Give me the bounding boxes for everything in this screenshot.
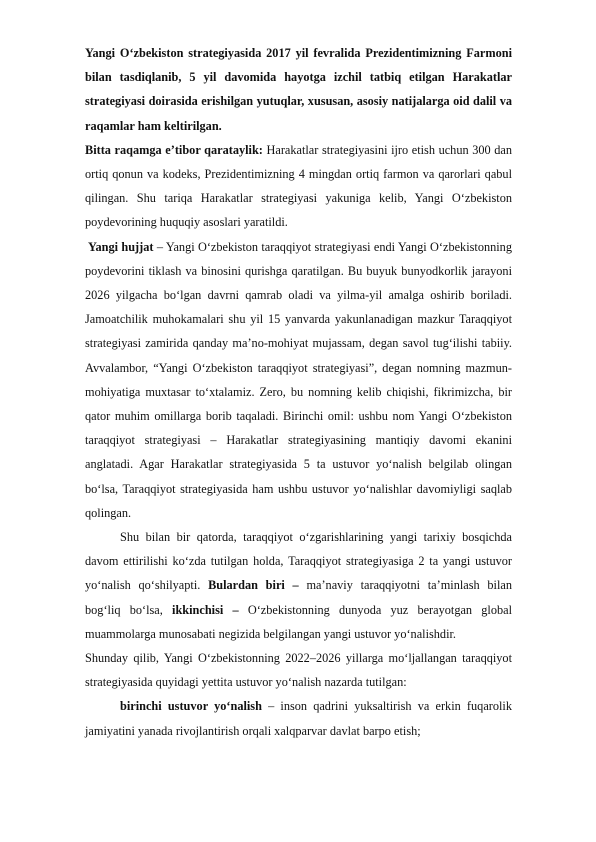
figures-paragraph bbox=[85, 138, 512, 235]
first-priority-paragraph bbox=[85, 694, 512, 742]
figures-lead: Bitta raqamga e’tibor qarataylik: bbox=[85, 142, 263, 157]
new-document-paragraph bbox=[85, 235, 512, 525]
summary-text: Shunday qilib, Yangi O‘zbekistonning 2022–2026 yillarga mo‘ljallangan taraqqiyot strategiyasida quyidagi yettita ustuvor yo‘nalish nazarda tutilgan: bbox=[85, 651, 512, 690]
intro-paragraph bbox=[85, 41, 512, 138]
new-document-body: – Yangi O‘zbekiston taraqqiyot strategiyasi endi Yangi O‘zbekistonning poydevorini tiklash va binosini qurishga qaratilgan. Bu buyuk bunyodkorlik jarayoni 2026 yilgacha bo‘lgan davrni qamrab oladi va yilma-yil amalga oshirib boriladi. Jamoatchilik muhokamalari shu yil 15 yanvarda yakunlanadigan mazkur Taraqqiyot strategiyasi zamirida qanday ma’no-mohiyat mujassam, degan savol tug‘ilishi tabiiy. Avvalambor, “Yangi O‘zbekiston taraqqiyot strategiyasi”, degan nomning mazmun-mohiyatiga muxtasar to‘xtalamiz. Zero, bu nomning kelib chiqishi, fikrimizcha, bir qator muhim omillarga borib taqaladi. Birinchi omil: ushbu nom Yangi O‘zbekiston taraqqiyot strategiyasi – Harakatlar strategiyasining mantiqiy davomi ekanini anglatadi. Agar Harakatlar strategiyasida 5 ta ustuvor yo‘nalish belgilab olingan bo‘lsa, Taraqqiyot strategiyasida ham ushbu ustuvor yo‘nalishlar davomiyligi saqlab qolingan. bbox=[85, 239, 512, 520]
new-priorities-text-2: ma’naviy taraqqiyotni ta’minlash bilan bog‘liq bo‘lsa, bbox=[85, 578, 512, 617]
first-priority-body: – inson qadrini yuksaltirish va erkin fuqarolik jamiyatini yanada rivojlantirish orqali xalqparvar davlat barpo etish; bbox=[85, 699, 512, 738]
new-priorities-paragraph bbox=[85, 525, 512, 646]
document-page bbox=[85, 41, 512, 743]
new-priorities-first-label: Bulardan biri – bbox=[208, 578, 299, 593]
new-priorities-text-3: O‘zbekistonning dunyoda yuz berayotgan global muammolarga munosabati negizida belgilangan yangi ustuvor yo‘nalishdir. bbox=[85, 602, 513, 641]
figures-body: Harakatlar strategiyasini ijro etish uchun 300 dan ortiq qonun va kodeks, Prezidentimizning 4 mingdan ortiq farmon va qarorlari qabul qilingan. Shu tariqa Harakatlar strategiyasi yakuniga kelib, Yangi O‘zbekiston poydevorining huquqiy asoslari yaratildi. bbox=[85, 142, 512, 230]
summary-paragraph bbox=[85, 646, 512, 694]
new-priorities-text-1: Shu bilan bir qatorda, taraqqiyot o‘zgarishlarining yangi tarixiy bosqichda davom ettirilishi ko‘zda tutilgan holda, Taraqqiyot strategiyasiga 2 ta yangi ustuvor yo‘nalish qo‘shilyapti. bbox=[85, 530, 512, 593]
intro-text: Yangi O‘zbekiston strategiyasida 2017 yil fevralida Prezidentimizning Farmoni bilan tasdiqlanib, 5 yil davomida hayotga izchil tatbiq etilgan Harakatlar strategiyasi doirasida erishilgan yutuqlar, xususan, asosiy natijalarga oid dalil va raqamlar ham keltirilgan. bbox=[85, 46, 512, 133]
new-document-lead: Yangi hujjat bbox=[88, 239, 154, 254]
first-priority-lead: birinchi ustuvor yo‘nalish bbox=[120, 699, 262, 714]
new-priorities-second-label: ikkinchisi – bbox=[172, 602, 239, 617]
